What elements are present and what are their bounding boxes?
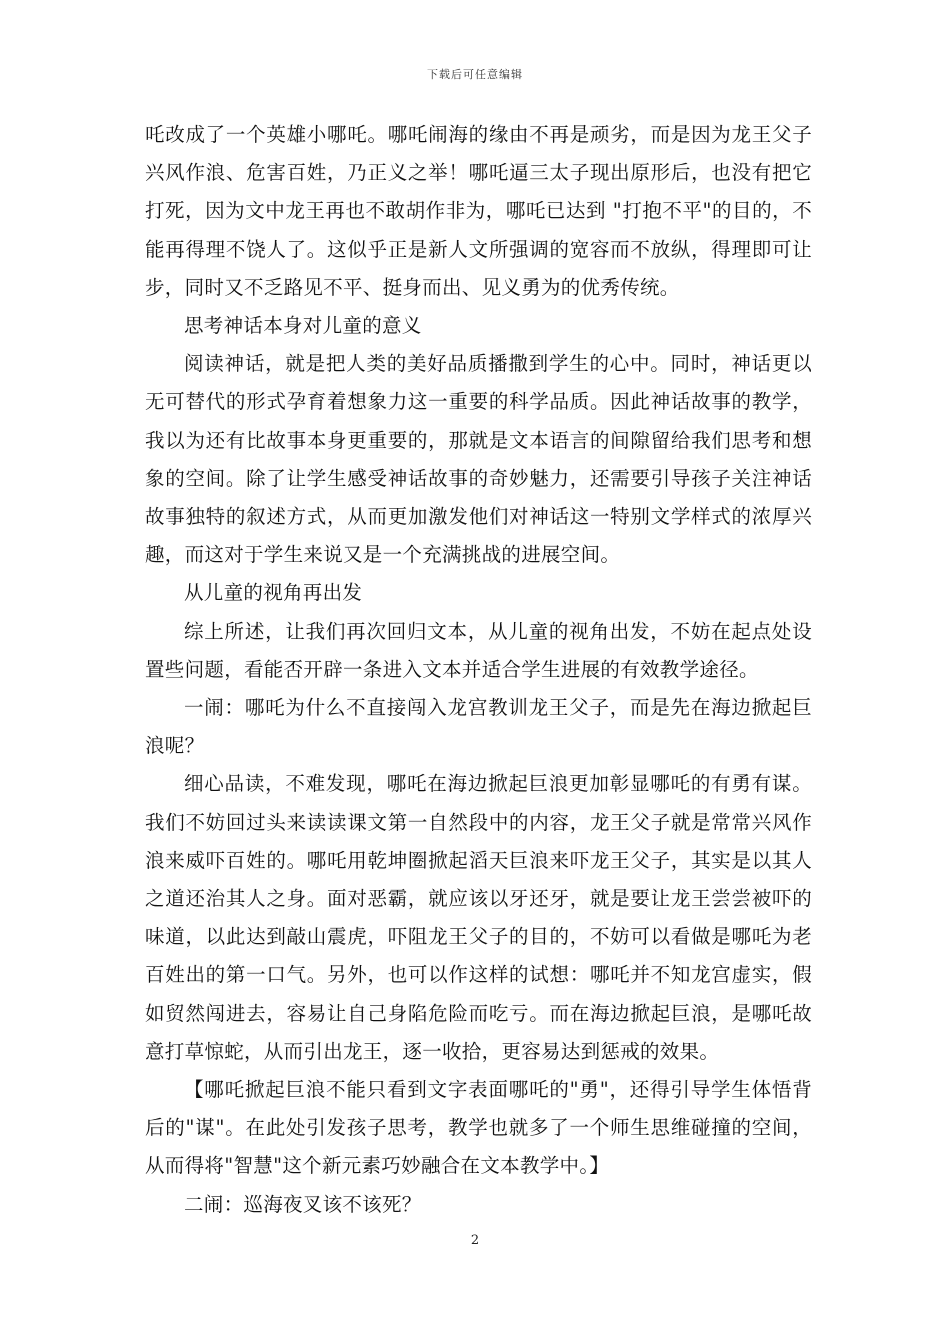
section-heading-myth-meaning: 思考神话本身对儿童的意义 bbox=[184, 314, 422, 338]
paragraph-4: 细心品读，不难发现，哪吒在海边掀起巨浪更加彰显哪吒的有勇有谋。我们不妨回过头来读读课文第一自然段中的内容，龙王父子就是常常兴风作浪来威吓百姓的。哪吒用乾坤圈掀起滔天巨浪来吓龙王父子，其实是以其人之道还治其人之身。面对恶霸，就应该以牙还牙，就是要让龙王尝尝被吓的味道，以此达到敲山震虎，吓阻龙王父子的目的，不妨可以看做是哪吒为老百姓出的第一口气。另外，也可以作这样的试想：哪吒并不知龙宫虚实，假如贸然闯进去，容易让自己身陷危险而吃亏。而在海边掀起巨浪，是哪吒故意打草惊蛇，从而引出龙王，逐一收拾，更容易达到惩戒的效果。 bbox=[145, 772, 812, 1063]
paragraph-1: 吒改成了一个英雄小哪吒。哪吒闹海的缘由不再是顽劣，而是因为龙王父子兴风作浪、危害百姓，乃正义之举！哪吒逼三太子现出原形后，也没有把它打死，因为文中龙王再也不敢胡作非为，哪吒已达到 "打抱不平"的目的，不能再得理不饶人了。这似乎正是新人文所强调的宽容而不放纵，得理即可让步，同时又不乏路见不平、挺身而出、见义勇为的优秀传统。 bbox=[145, 123, 812, 299]
page-number: 2 bbox=[470, 1233, 480, 1248]
question-1: 一闹：哪吒为什么不直接闯入龙宫教训龙王父子，而是先在海边掀起巨浪呢？ bbox=[145, 696, 812, 758]
question-2: 二闹：巡海夜叉该不该死？ bbox=[184, 1192, 422, 1216]
commentary-note: 【哪吒掀起巨浪不能只看到文字表面哪吒的"勇"，还得引导学生体悟背后的"谋"。在此处引发孩子思考，教学也就多了一个师生思维碰撞的空间，从而得将"智慧"这个新元素巧妙融合在文本教学中。】 bbox=[145, 1078, 812, 1178]
page-header: 下载后可任意编辑 bbox=[427, 68, 523, 81]
section-heading-child-perspective: 从儿童的视角再出发 bbox=[184, 581, 363, 605]
document-body bbox=[145, 116, 812, 1224]
paragraph-2: 阅读神话，就是把人类的美好品质播撒到学生的心中。同时，神话更以无可替代的形式孕育着想象力这一重要的科学品质。因此神话故事的教学，我以为还有比故事本身更重要的，那就是文本语言的间隙留给我们思考和想象的空间。除了让学生感受神话故事的奇妙魅力，还需要引导孩子关注神话故事独特的叙述方式，从而更加激发他们对神话这一特别文学样式的浓厚兴趣，而这对于学生来说又是一个充满挑战的进展空间。 bbox=[145, 352, 812, 567]
paragraph-3: 综上所述，让我们再次回归文本，从儿童的视角出发，不妨在起点处设置些问题，看能否开辟一条进入文本并适合学生进展的有效教学途径。 bbox=[145, 619, 812, 681]
